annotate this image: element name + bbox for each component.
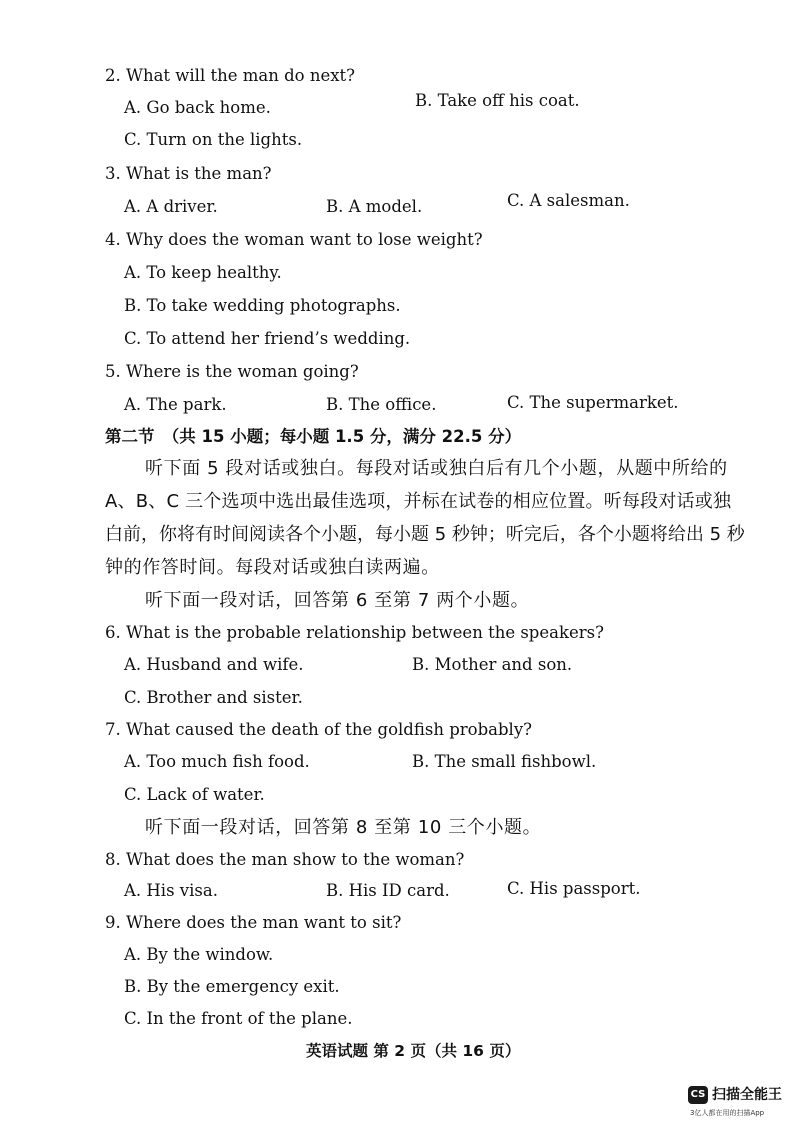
question-7-stem: 7. What caused the death of the goldfish probably? — [105, 720, 532, 739]
question-6-option-b[interactable]: B. Mother and son. — [412, 655, 573, 674]
dialog-intro-8-10: 听下面一段对话，回答第 8 至第 10 三个小题。 — [145, 817, 542, 838]
question-9-option-b[interactable]: B. By the emergency exit. — [124, 977, 340, 996]
question-5-option-c[interactable]: C. The supermarket. — [507, 393, 679, 412]
section-2-instruction-line-2: A、B、C 三个选项中选出最佳选项，并标在试卷的相应位置。听每段对话或独 — [105, 491, 732, 512]
dialog-intro-6-7: 听下面一段对话，回答第 6 至第 7 两个小题。 — [145, 590, 530, 611]
page-footer: 英语试题 第 2 页（共 16 页） — [306, 1042, 521, 1060]
section-2-instruction-line-1: 听下面 5 段对话或独白。每段对话或独白后有几个小题，从题中所给的 — [145, 458, 728, 479]
scanner-logo-icon: CS — [688, 1086, 708, 1104]
question-2-option-b[interactable]: B. Take off his coat. — [415, 91, 580, 110]
question-2-option-c[interactable]: C. Turn on the lights. — [124, 130, 303, 149]
question-8-option-b[interactable]: B. His ID card. — [326, 881, 450, 900]
question-2-stem: 2. What will the man do next? — [105, 66, 356, 85]
question-6-option-a[interactable]: A. Husband and wife. — [124, 655, 304, 674]
question-5-option-a[interactable]: A. The park. — [124, 395, 227, 414]
question-7-option-b[interactable]: B. The small fishbowl. — [412, 752, 597, 771]
question-3-option-b[interactable]: B. A model. — [326, 197, 423, 216]
question-9-option-c[interactable]: C. In the front of the plane. — [124, 1009, 353, 1028]
section-2-title: 第二节 （共 15 小题；每小题 1.5 分，满分 22.5 分） — [105, 427, 522, 446]
question-3-option-a[interactable]: A. A driver. — [124, 197, 218, 216]
question-5-stem: 5. Where is the woman going? — [105, 362, 359, 381]
question-7-option-a[interactable]: A. Too much fish food. — [124, 752, 310, 771]
question-8-stem: 8. What does the man show to the woman? — [105, 850, 465, 869]
question-6-stem: 6. What is the probable relationship between the speakers? — [105, 623, 604, 642]
question-7-option-c[interactable]: C. Lack of water. — [124, 785, 265, 804]
scanner-watermark — [688, 1084, 798, 1124]
question-9-stem: 9. Where does the man want to sit? — [105, 913, 402, 932]
scanner-app-name: 扫描全能王 — [712, 1087, 782, 1103]
question-4-stem: 4. Why does the woman want to lose weight? — [105, 230, 483, 249]
question-4-option-c[interactable]: C. To attend her friend’s wedding. — [124, 329, 411, 348]
question-8-option-c[interactable]: C. His passport. — [507, 879, 641, 898]
question-8-option-a[interactable]: A. His visa. — [124, 881, 218, 900]
scanner-tagline: 3亿人都在用的扫描App — [690, 1109, 765, 1117]
question-2-option-a[interactable]: A. Go back home. — [124, 98, 271, 117]
question-5-option-b[interactable]: B. The office. — [326, 395, 437, 414]
question-3-stem: 3. What is the man? — [105, 164, 272, 183]
question-9-option-a[interactable]: A. By the window. — [124, 945, 274, 964]
question-4-option-b[interactable]: B. To take wedding photographs. — [124, 296, 401, 315]
question-3-option-c[interactable]: C. A salesman. — [507, 191, 630, 210]
question-4-option-a[interactable]: A. To keep healthy. — [124, 263, 282, 282]
question-6-option-c[interactable]: C. Brother and sister. — [124, 688, 303, 707]
section-2-instruction-line-3: 白前，你将有时间阅读各个小题，每小题 5 秒钟；听完后，各个小题将给出 5 秒 — [105, 524, 745, 545]
section-2-instruction-line-4: 钟的作答时间。每段对话或独白读两遍。 — [105, 557, 440, 578]
